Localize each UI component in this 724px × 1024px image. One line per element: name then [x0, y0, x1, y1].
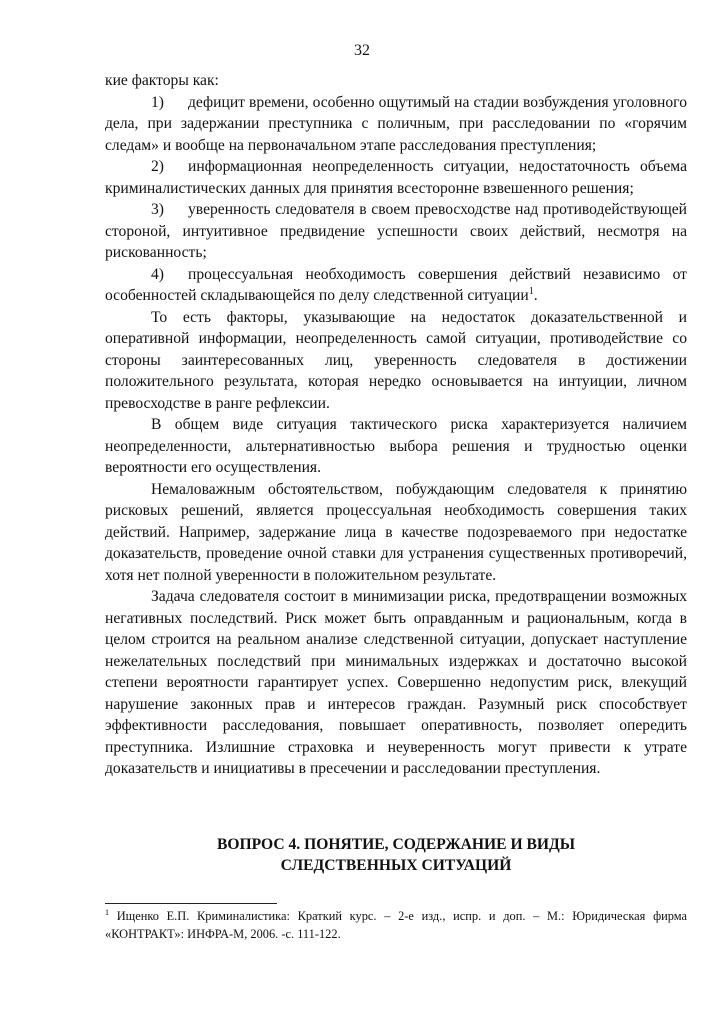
- paragraph-4: Задача следователя состоит в минимизации риска, предотвращении возможных негативных последствий. Риск может быть оправданным и рациональным, когда в целом строится на реальном анализе следственной ситуации, допускает наступление нежелательных последствий при минимальных издержках и достаточно высокой степени вероятности гарантирует успех. Совершенно недопустим риск, влекущий нарушение законных прав и интересов граждан. Разумный риск способствует эффективности расследования, повышает оперативность, позволяет опередить преступника. Излишние страховка и неуверенность могут привести к утрате доказательств и инициативы в пресечении и расследовании преступления.: [105, 588, 687, 777]
- body-text: [105, 70, 687, 780]
- list-item-number: 2): [151, 158, 164, 175]
- list-item-2: [105, 156, 687, 199]
- footnote-divider: [105, 903, 277, 904]
- paragraph-3: Немаловажным обстоятельством, побуждающим следователя к принятию рисковых решений, является процессуальная необходимость совершения таких действий. Например, задержание лица в качестве подозреваемого при недостатке доказательств, проведение очной ставки для устранения существенных противоречий, хотя нет полной уверенности в положительном результате.: [105, 480, 687, 584]
- list-item-text: уверенность следователя в своем превосходстве над противодействующей стороной, интуитивное предвидение успешности своих действий, несмотря на рискованность;: [105, 201, 687, 261]
- section-heading: [105, 834, 687, 876]
- list-item-3: [105, 199, 687, 264]
- list-item-number: 4): [151, 265, 164, 283]
- list-item-number: 1): [151, 93, 164, 111]
- list-item-text: информационная неопределенность ситуации, недостаточность объема криминалистических данных для принятия всесторонне взвешенного решения;: [105, 158, 687, 197]
- heading-line-1: ВОПРОС 4. ПОНЯТИЕ, СОДЕРЖАНИЕ И ВИДЫ: [216, 836, 576, 853]
- list-item-text: процессуальная необходимость совершения действий независимо от особенностей складывающейся по делу следственной ситуации: [105, 265, 687, 304]
- footnote-mark: 1: [105, 907, 109, 917]
- list-item-end: .: [533, 287, 538, 304]
- list-item-number: 3): [151, 201, 164, 218]
- page-number: 32: [354, 42, 370, 59]
- intro-line: кие факторы как:: [105, 72, 219, 89]
- footnote-text: Ищенко Е.П. Криминалистика: Краткий курс. – 2-е изд., испр. и доп. – М.: Юридическая фирма «КОНТРАКТ»: ИНФРА-М, 2006. -с. 111-122.: [105, 909, 687, 941]
- footnote-reference: 1: [528, 285, 534, 297]
- paragraph-2: В общем виде ситуация тактического риска характеризуется наличием неопределенности, альтернативностью выбора решения и трудностью оценки вероятности его осуществления.: [105, 416, 687, 476]
- heading-line-2: СЛЕДСТВЕННЫХ СИТУАЦИЙ: [280, 857, 512, 874]
- list-item-4: [105, 264, 687, 307]
- paragraph-1: То есть факторы, указывающие на недостаток доказательственной и оперативной информации, неопределенность самой ситуации, противодействие со стороны заинтересованных лиц, уверенность следователя в достижении положительного результата, которая нередко основывается на интуиции, личном превосходстве в ранге рефлексии.: [105, 308, 687, 412]
- footnote: [105, 908, 687, 943]
- list-item-1: [105, 92, 687, 157]
- list-item-text: дефицит времени, особенно ощутимый на стадии возбуждения уголовного дела, при задержании преступника с поличным, при расследовании по «горячим следам» и вообще на первоначальном этапе расследования преступления;: [105, 93, 687, 154]
